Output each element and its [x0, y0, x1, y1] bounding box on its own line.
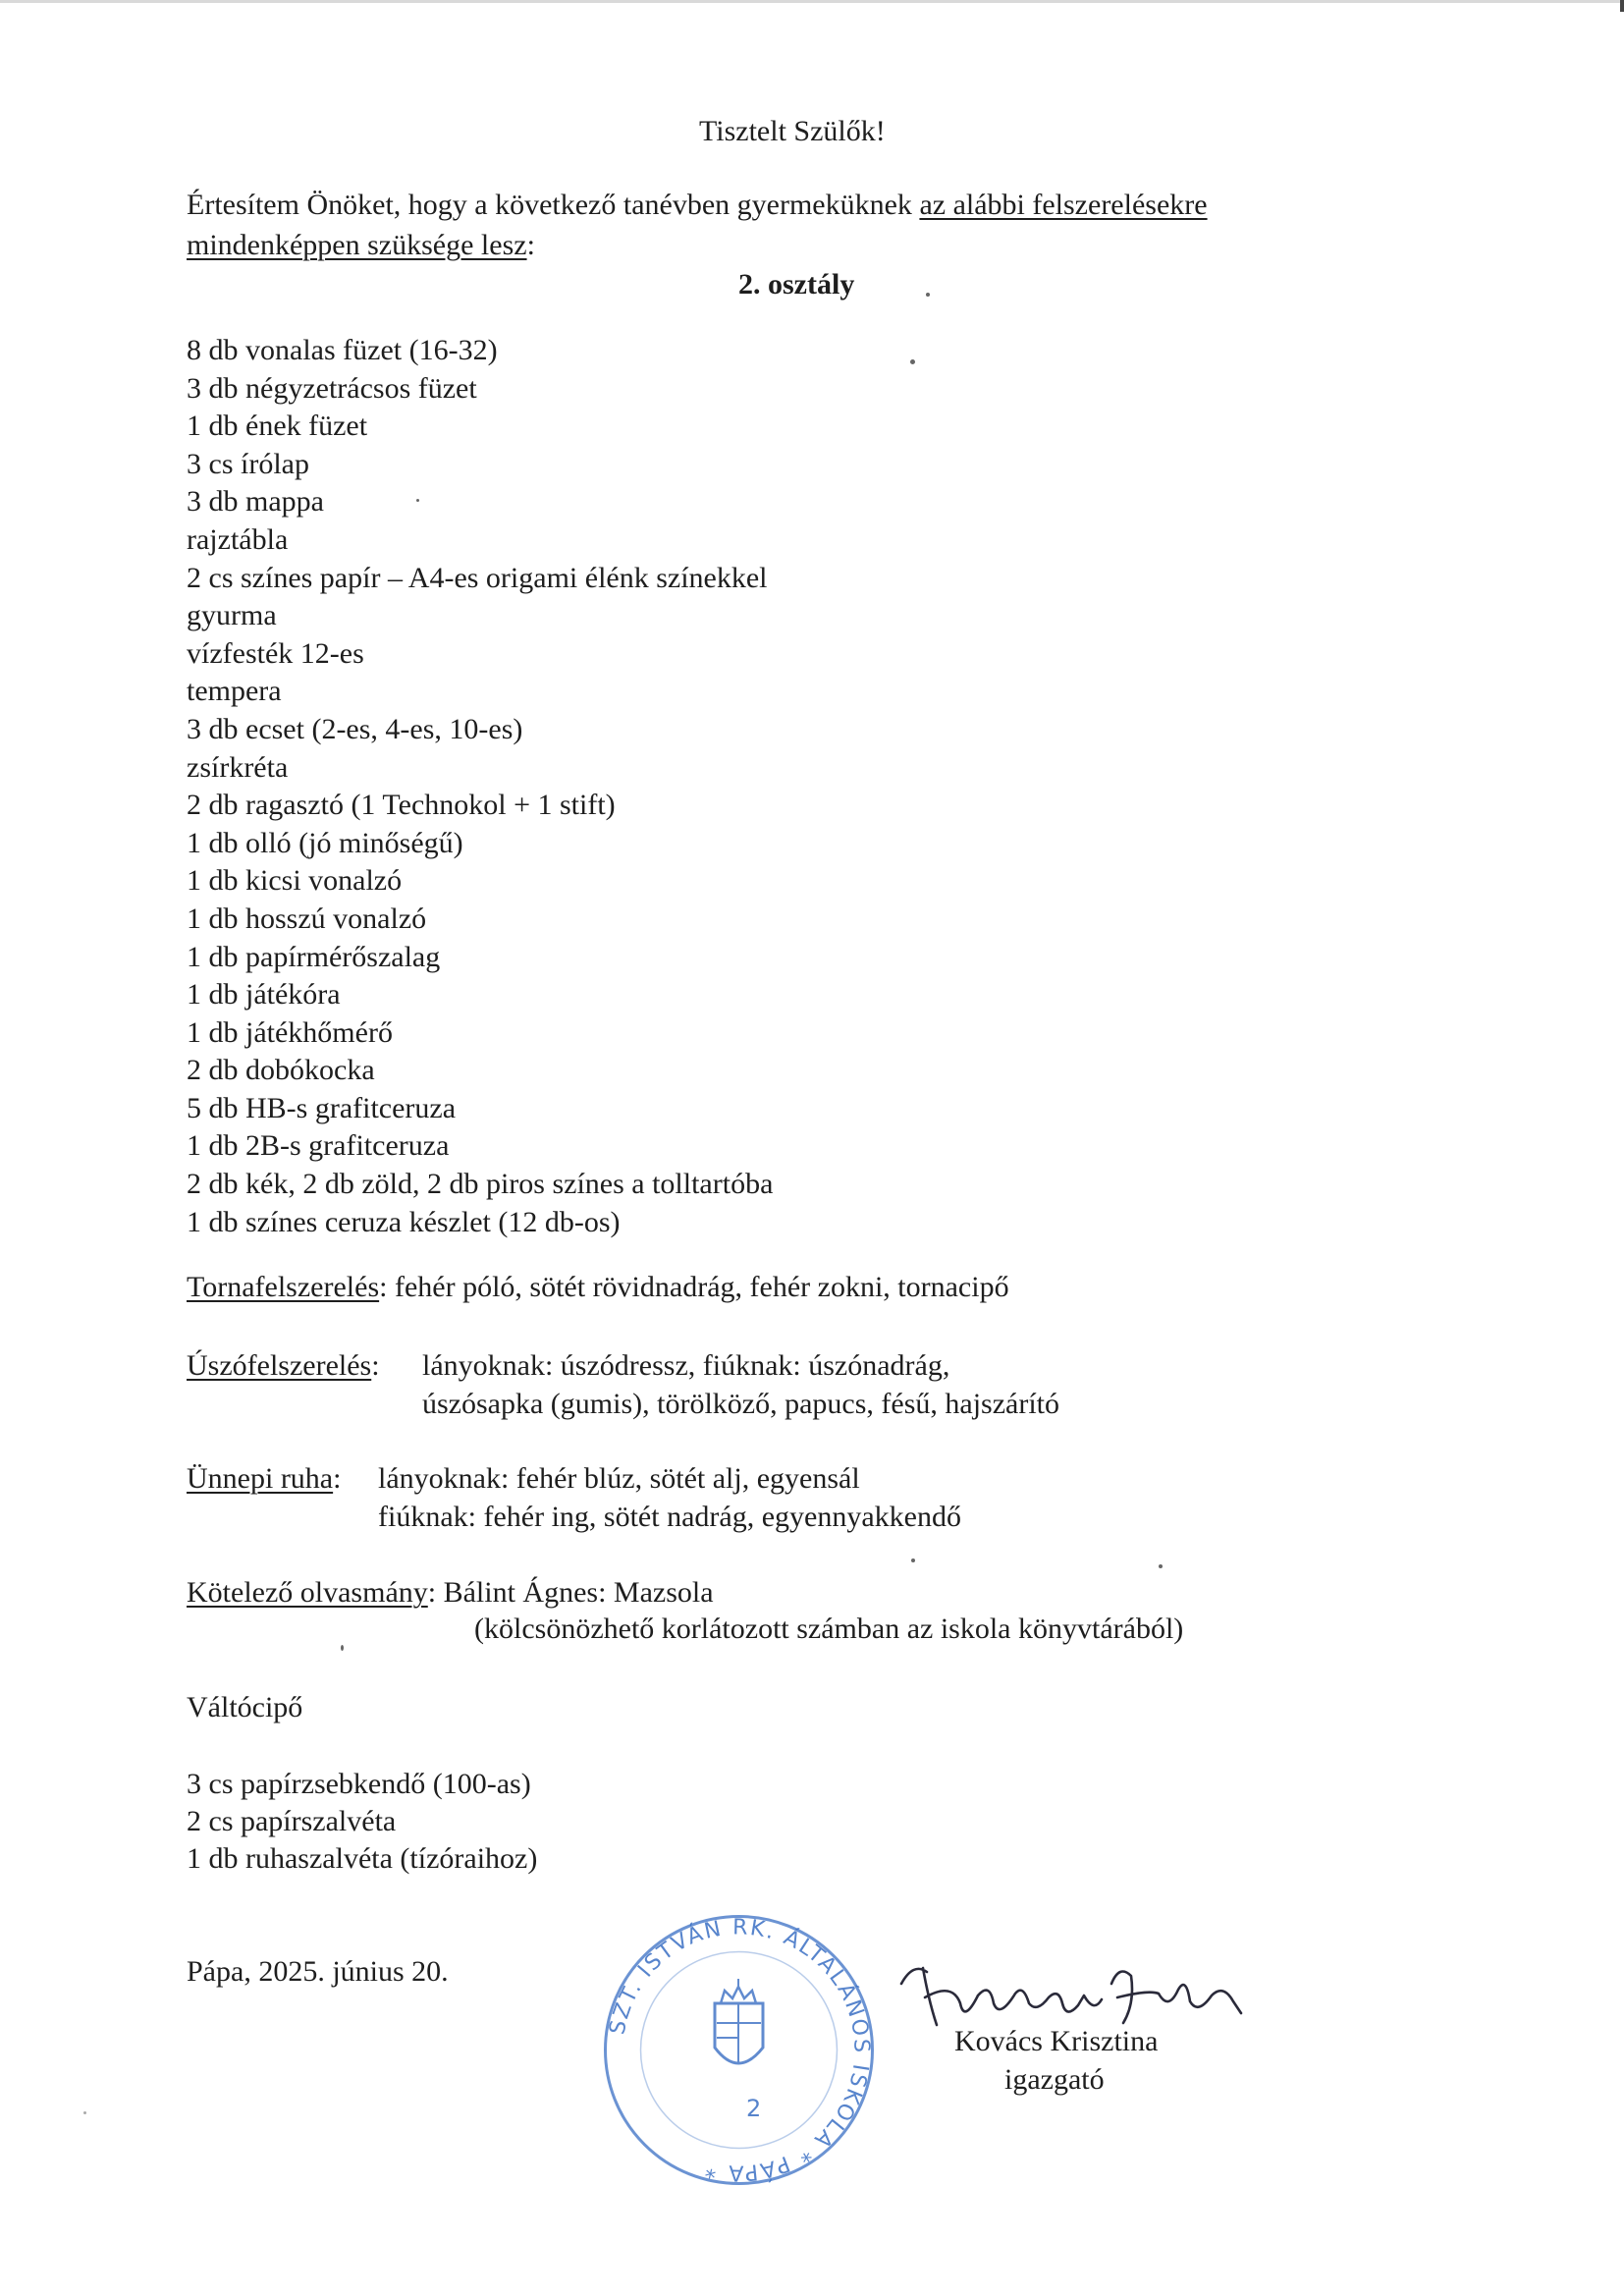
olvasmany-note: (kölcsönözhető korlátozott számban az iskola könyvtárából) [474, 1613, 1184, 1645]
torna-label: Tornafelszerelés [187, 1271, 380, 1303]
required-item: 5 db HB-s grafitceruza [187, 1091, 457, 1124]
unnepi-colon: : [333, 1462, 342, 1495]
scan-speck [926, 293, 930, 297]
intro-colon: : [526, 229, 535, 261]
required-item: 2 db ragasztó (1 Technokol + 1 stift) [187, 789, 616, 822]
required-item: 1 db olló (jó minőségű) [187, 826, 463, 859]
required-item: 2 db dobókocka [187, 1054, 375, 1087]
supplies-list [187, 1766, 537, 1878]
required-item: 3 db mappa [187, 485, 324, 519]
required-item: 1 db játékhőmérő [187, 1015, 393, 1049]
signer-name: Kovács Krisztina [954, 2025, 1159, 2057]
unnepi-label-line [187, 1461, 341, 1497]
intro-line-1 [187, 188, 1208, 223]
intro-line-2 [187, 228, 535, 263]
school-stamp [599, 1910, 879, 2190]
required-item: 1 db kicsi vonalzó [187, 864, 403, 898]
intro-underlined-1: az alábbi felszerelésekre [919, 189, 1208, 221]
required-item: zsírkréta [187, 750, 289, 784]
required-item: 2 db kék, 2 db zöld, 2 db piros színes a tolltartóba [187, 1168, 774, 1201]
supply-item: 1 db ruhaszalvéta (tízóraihoz) [187, 1842, 538, 1875]
intro-underlined-2: mindenképpen szüksége lesz [187, 229, 527, 261]
olvasmany-label: Kötelező olvasmány [187, 1576, 428, 1609]
required-items-list [187, 332, 773, 1241]
unnepi-line-1: lányoknak: fehér blúz, sötét alj, egyensál [378, 1462, 860, 1495]
supply-item: 3 cs papírzsebkendő (100-as) [187, 1768, 531, 1800]
stamp-number: 2 [746, 2095, 762, 2122]
scan-speck [911, 1558, 915, 1562]
required-item: 3 db ecset (2-es, 4-es, 10-es) [187, 712, 523, 745]
required-item: tempera [187, 675, 282, 708]
uszo-colon: : [371, 1349, 380, 1382]
scan-speck [416, 499, 419, 502]
required-item: rajztábla [187, 522, 289, 556]
grade-heading: 2. osztály [738, 268, 855, 301]
stamp-text: SZT. ISTVÁN RK. ÁLTALÁNOS ISKOLA * PÁPA * [605, 1915, 874, 2185]
required-item: 2 cs színes papír – A4-es origami élénk színekkel [187, 561, 768, 594]
signer-title: igazgató [1004, 2063, 1105, 2096]
supply-item: 2 cs papírszalvéta [187, 1805, 397, 1837]
scan-edge [0, 0, 1624, 3]
uszo-line-2: úszósapka (gumis), törölköző, papucs, fésű, hajszárító [422, 1388, 1059, 1420]
signature [884, 1954, 1247, 2033]
uszo-label-line [187, 1348, 380, 1384]
required-item: 3 db négyzetrácsos füzet [187, 371, 477, 405]
uszo-line-1: lányoknak: úszódressz, fiúknak: úszónadrág, [422, 1349, 950, 1382]
required-item: 1 db játékóra [187, 978, 341, 1011]
required-item: 3 cs írólap [187, 447, 309, 480]
torna-line [187, 1270, 1009, 1305]
required-item: 1 db hosszú vonalzó [187, 902, 427, 935]
valtocipo: Váltócipő [187, 1691, 303, 1723]
required-item: 1 db ének füzet [187, 410, 368, 443]
unnepi-label: Ünnepi ruha [187, 1462, 334, 1495]
scan-speck [910, 359, 915, 364]
required-item: 1 db színes ceruza készlet (12 db-os) [187, 1205, 621, 1238]
olvasmany-text: : Bálint Ágnes: Mazsola [427, 1576, 714, 1609]
intro-text: Értesítem Önöket, hogy a következő tanévben gyermeküknek [187, 189, 920, 221]
torna-text: : fehér póló, sötét rövidnadrág, fehér zokni, tornacipő [379, 1271, 1009, 1303]
unnepi-line-2: fiúknak: fehér ing, sötét nadrág, egyennyakkendő [378, 1501, 961, 1533]
required-item: 1 db 2B-s grafitceruza [187, 1129, 450, 1163]
scan-mark [1620, 0, 1624, 12]
scan-speck [1159, 1564, 1163, 1568]
uszo-label: Úszófelszerelés [187, 1349, 372, 1382]
salutation: Tisztelt Szülők! [699, 115, 886, 147]
required-item: vízfesték 12-es [187, 636, 364, 670]
scan-speck [83, 2111, 86, 2114]
place-date: Pápa, 2025. június 20. [187, 1955, 449, 1988]
required-item: 8 db vonalas füzet (16-32) [187, 334, 498, 366]
required-item: gyurma [187, 599, 277, 632]
required-item: 1 db papírmérőszalag [187, 940, 441, 973]
scan-speck [341, 1645, 344, 1651]
coat-of-arms-icon [715, 1979, 763, 2063]
olvasmany-line [187, 1575, 714, 1611]
